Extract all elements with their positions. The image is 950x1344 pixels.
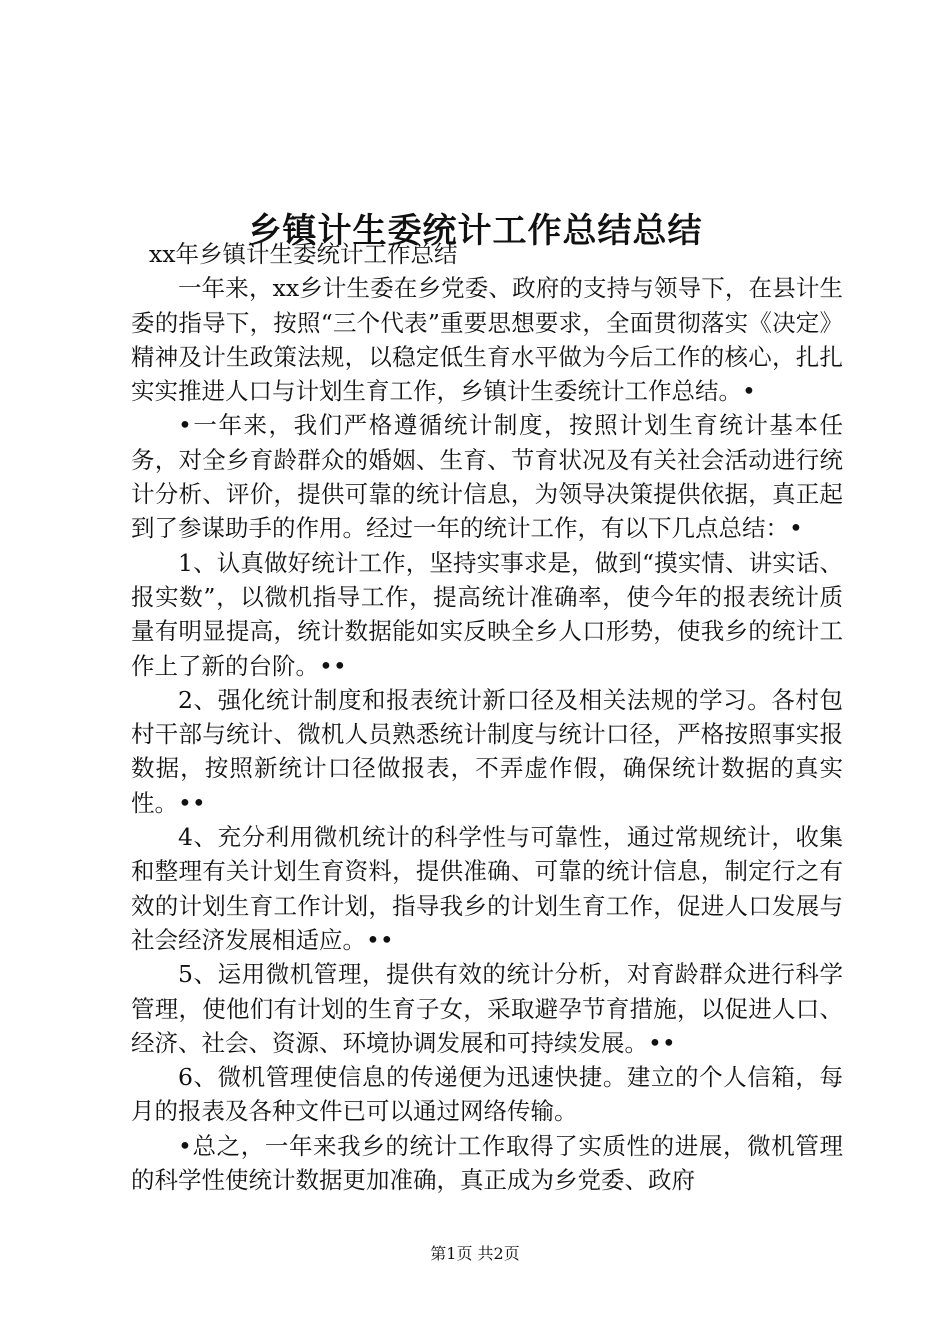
paragraph-point-1: 1、认真做好统计工作，坚持实事求是，做到“摸实情、讲实话、报实数”，以微机指导工作，提高统计准确率，使今年的报表统计质量有明显提高，统计数据能如实反映全乡人口形势，使我乡的统计工作上了新的台阶。••: [131, 548, 843, 680]
document-title: 乡镇计生委统计工作总结总结: [247, 210, 703, 251]
paragraph-point-4: 4、充分利用微机统计的科学性与可靠性，通过常规统计，收集和整理有关计划生育资料，提供准确、可靠的统计信息，制定行之有效的计划生育工作计划，指导我乡的计划生育工作，促进人口发展与社会经济发展相适应。••: [131, 823, 843, 954]
document-body: [131, 237, 843, 1197]
paragraph-conclusion: •总之，一年来我乡的统计工作取得了实质性的进展，微机管理的科学性使统计数据更加准确，真正成为乡党委、政府: [131, 1131, 843, 1195]
paragraph-point-2: 2、强化统计制度和报表统计新口径及相关法规的学习。各村包村干部与统计、微机人员熟悉统计制度与统计口径，严格按照事实报数据，按照新统计口径做报表，不弄虚作假，确保统计数据的真实性。••: [131, 685, 843, 817]
paragraph-intro: 一年来，xx乡计生委在乡党委、政府的支持与领导下，在县计生委的指导下，按照“三个代表”重要思想要求，全面贯彻落实《决定》精神及计生政策法规，以稳定低生育水平做为今后工作的核心，扎扎实实推进人口与计划生育工作，乡镇计生委统计工作总结。•: [131, 274, 843, 406]
paragraph-overview: •一年来，我们严格遵循统计制度，按照计划生育统计基本任务，对全乡育龄群众的婚姻、生育、节育状况及有关社会活动进行统计分析、评价，提供可靠的统计信息，为领导决策提供依据，真正起到了参谋助手的作用。经过一年的统计工作，有以下几点总结：•: [131, 411, 843, 543]
page-footer: 第1页 共2页: [430, 1244, 520, 1263]
paragraph-point-6: 6、微机管理使信息的传递便为迅速快捷。建立的个人信箱，每月的报表及各种文件已可以通过网络传输。: [131, 1063, 843, 1126]
document-subtitle: xx年乡镇计生委统计工作总结: [149, 240, 458, 268]
paragraph-point-5: 5、运用微机管理，提供有效的统计分析，对育龄群众进行科学管理，使他们有计划的生育子女，采取避孕节育措施，以促进人口、经济、社会、资源、环境协调发展和可持续发展。••: [131, 960, 843, 1057]
